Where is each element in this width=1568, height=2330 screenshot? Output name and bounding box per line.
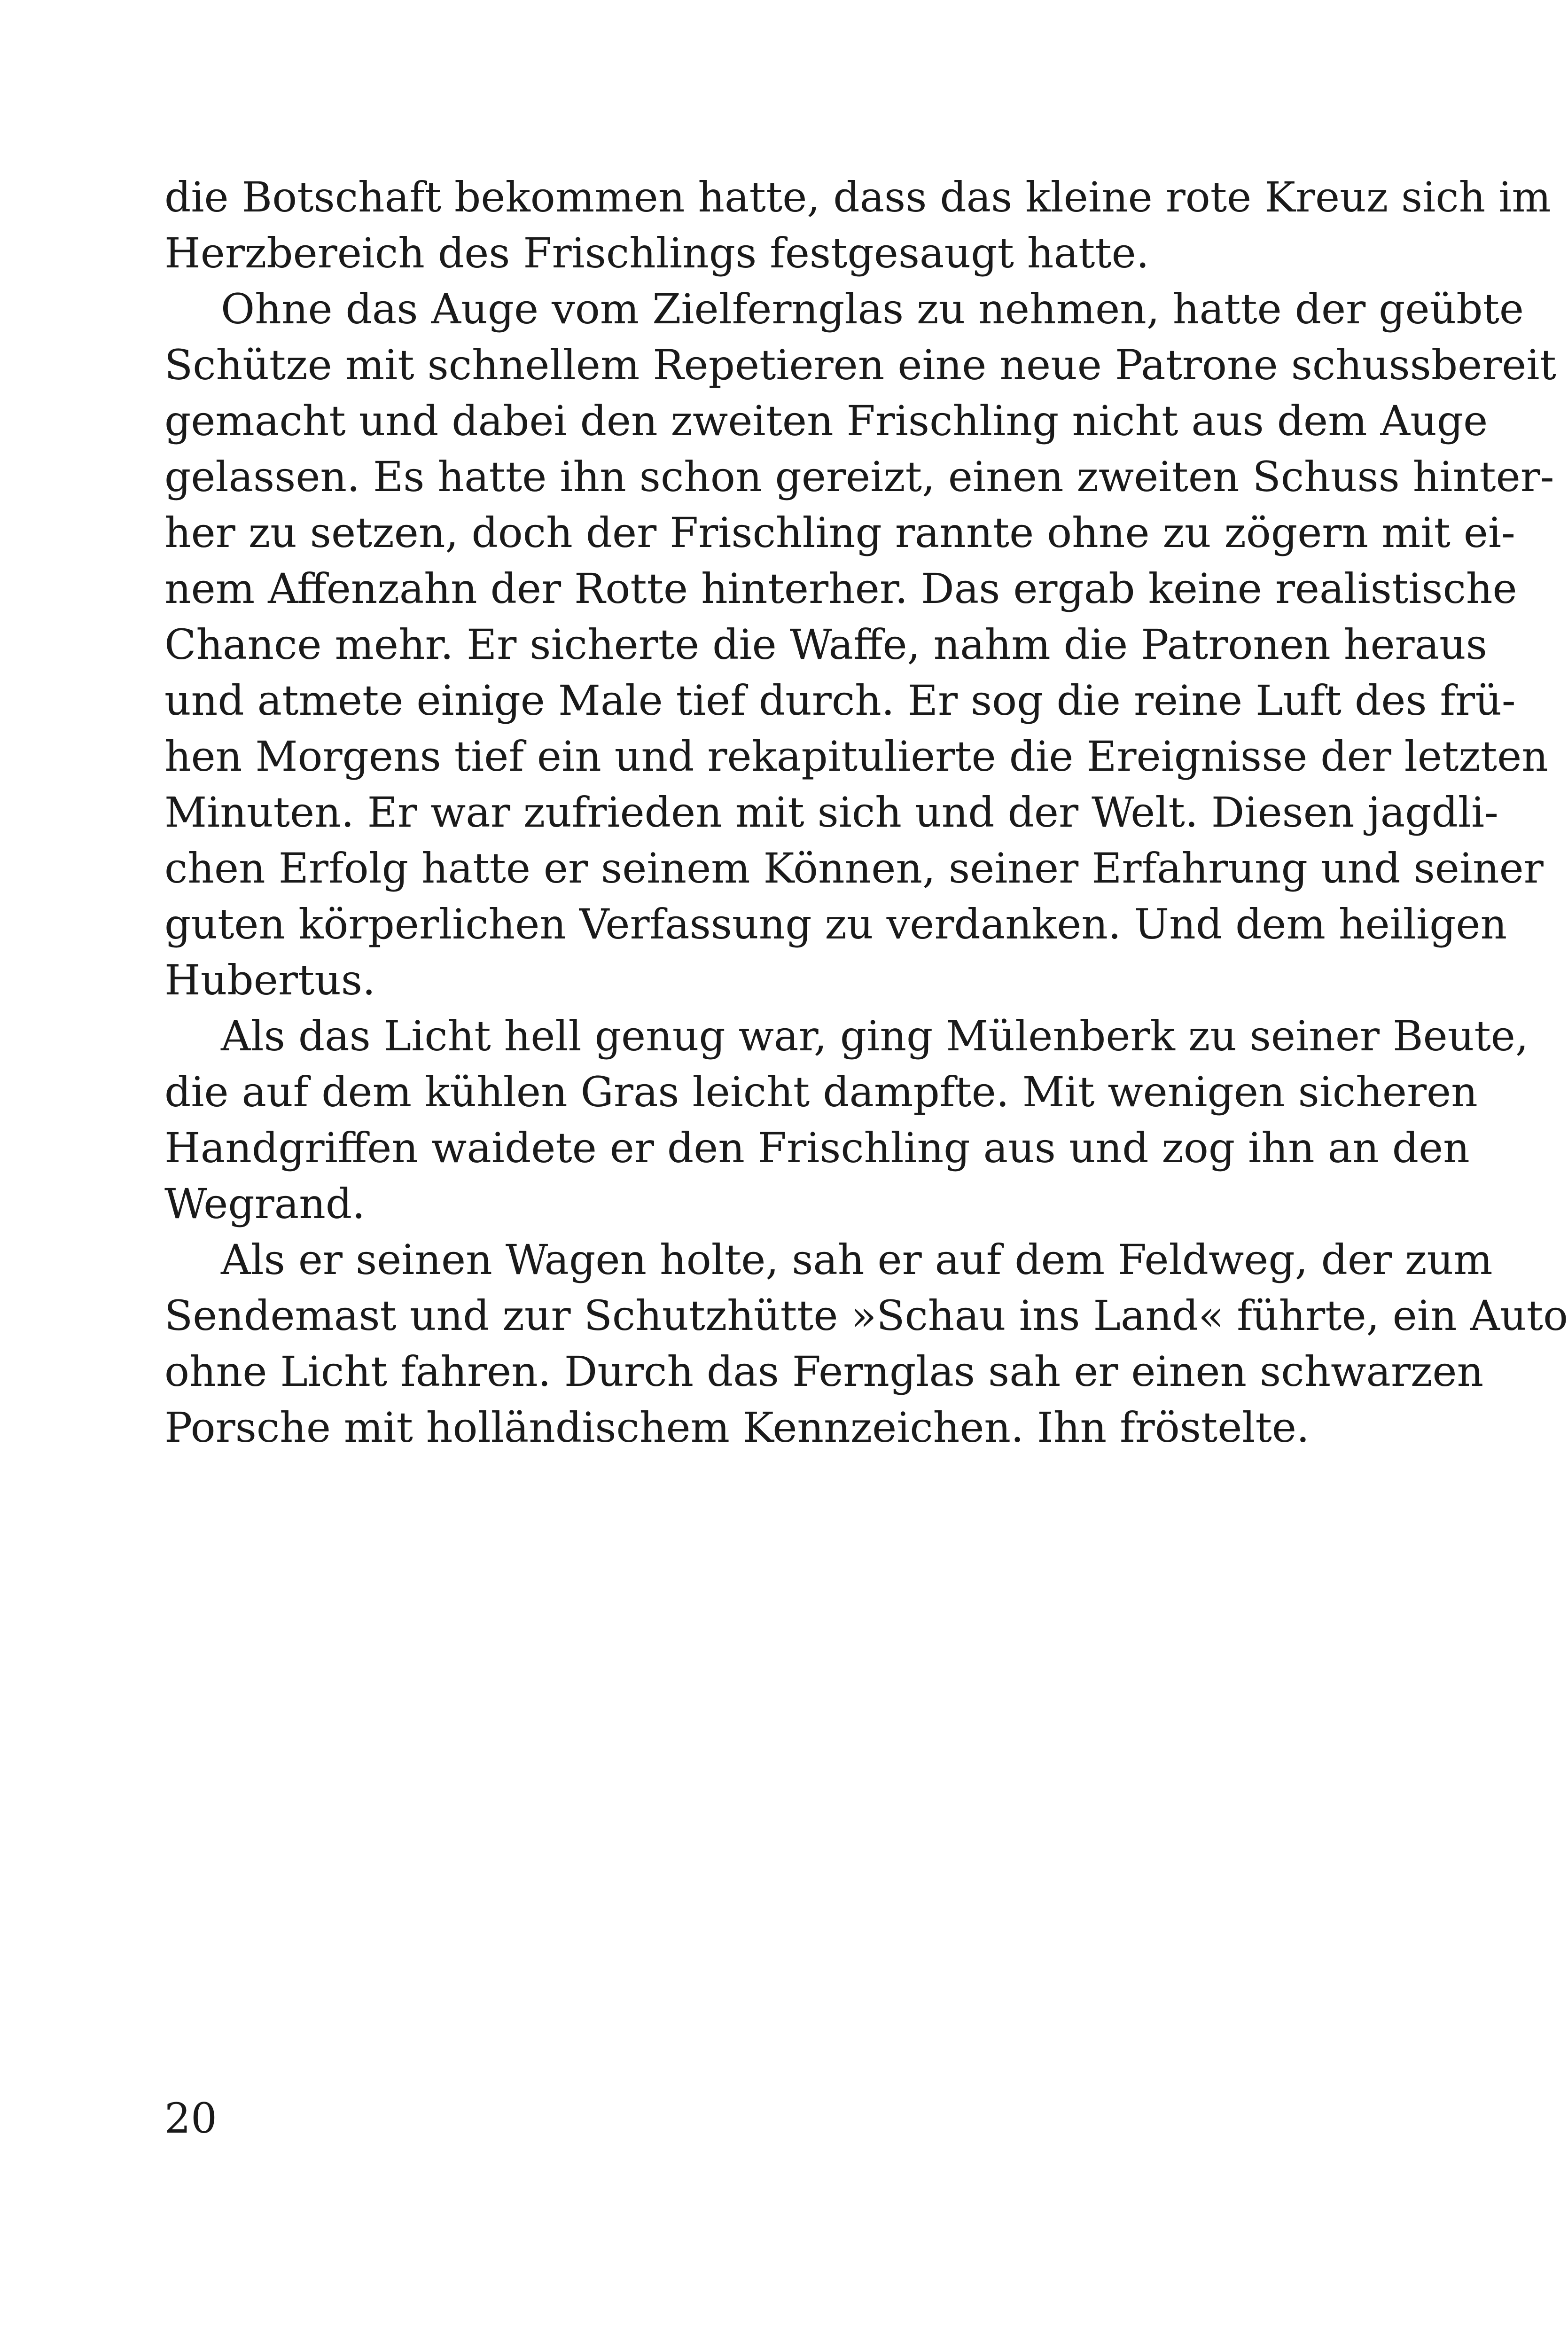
text-line: Handgriffen waidete er den Frischling aus und zog ihn an den: [164, 1124, 1470, 1172]
text-line: Wegrand.: [164, 1180, 366, 1228]
text-line: die auf dem kühlen Gras leicht dampfte. Mit wenigen sicheren: [164, 1068, 1478, 1116]
text-line: Als das Licht hell genug war, ging Mülenberk zu seiner Beute,: [221, 1012, 1529, 1060]
text-line: Hubertus.: [164, 956, 376, 1004]
page-number: 20: [164, 2094, 217, 2142]
text-line: Schütze mit schnellem Repetieren eine neue Patrone schussbereit: [164, 341, 1556, 389]
text-line: hen Morgens tief ein und rekapitulierte die Ereignisse der letzten: [164, 732, 1548, 781]
body-text: [164, 169, 1568, 1455]
text-line: Sendemast und zur Schutzhütte »Schau ins Land« führte, ein Auto: [164, 1291, 1568, 1340]
text-line: und atmete einige Male tief durch. Er sog die reine Luft des frü-: [164, 676, 1516, 725]
text-line: Porsche mit holländischem Kennzeichen. Ihn fröstelte.: [164, 1403, 1310, 1452]
text-line: die Botschaft bekommen hatte, dass das kleine rote Kreuz sich im: [164, 173, 1551, 221]
text-line: Chance mehr. Er sicherte die Waffe, nahm die Patronen heraus: [164, 620, 1487, 669]
text-line: her zu setzen, doch der Frischling rannte ohne zu zögern mit ei-: [164, 508, 1515, 557]
text-line: chen Erfolg hatte er seinem Können, seiner Erfahrung und seiner: [164, 844, 1544, 892]
text-line: nem Affenzahn der Rotte hinterher. Das ergab keine realistische: [164, 564, 1517, 613]
text-line: guten körperlichen Verfassung zu verdanken. Und dem heiligen: [164, 900, 1507, 948]
text-line: ohne Licht fahren. Durch das Fernglas sah er einen schwarzen: [164, 1347, 1484, 1396]
text-line: Als er seinen Wagen holte, sah er auf dem Feldweg, der zum: [221, 1235, 1493, 1284]
text-line: Ohne das Auge vom Zielfernglas zu nehmen, hatte der geübte: [221, 285, 1524, 333]
text-line: Minuten. Er war zufrieden mit sich und der Welt. Diesen jagdli-: [164, 788, 1498, 837]
text-line: gelassen. Es hatte ihn schon gereizt, einen zweiten Schuss hinter-: [164, 453, 1554, 501]
text-line: Herzbereich des Frischlings festgesaugt hatte.: [164, 229, 1149, 277]
text-line: gemacht und dabei den zweiten Frischling nicht aus dem Auge: [164, 397, 1488, 445]
